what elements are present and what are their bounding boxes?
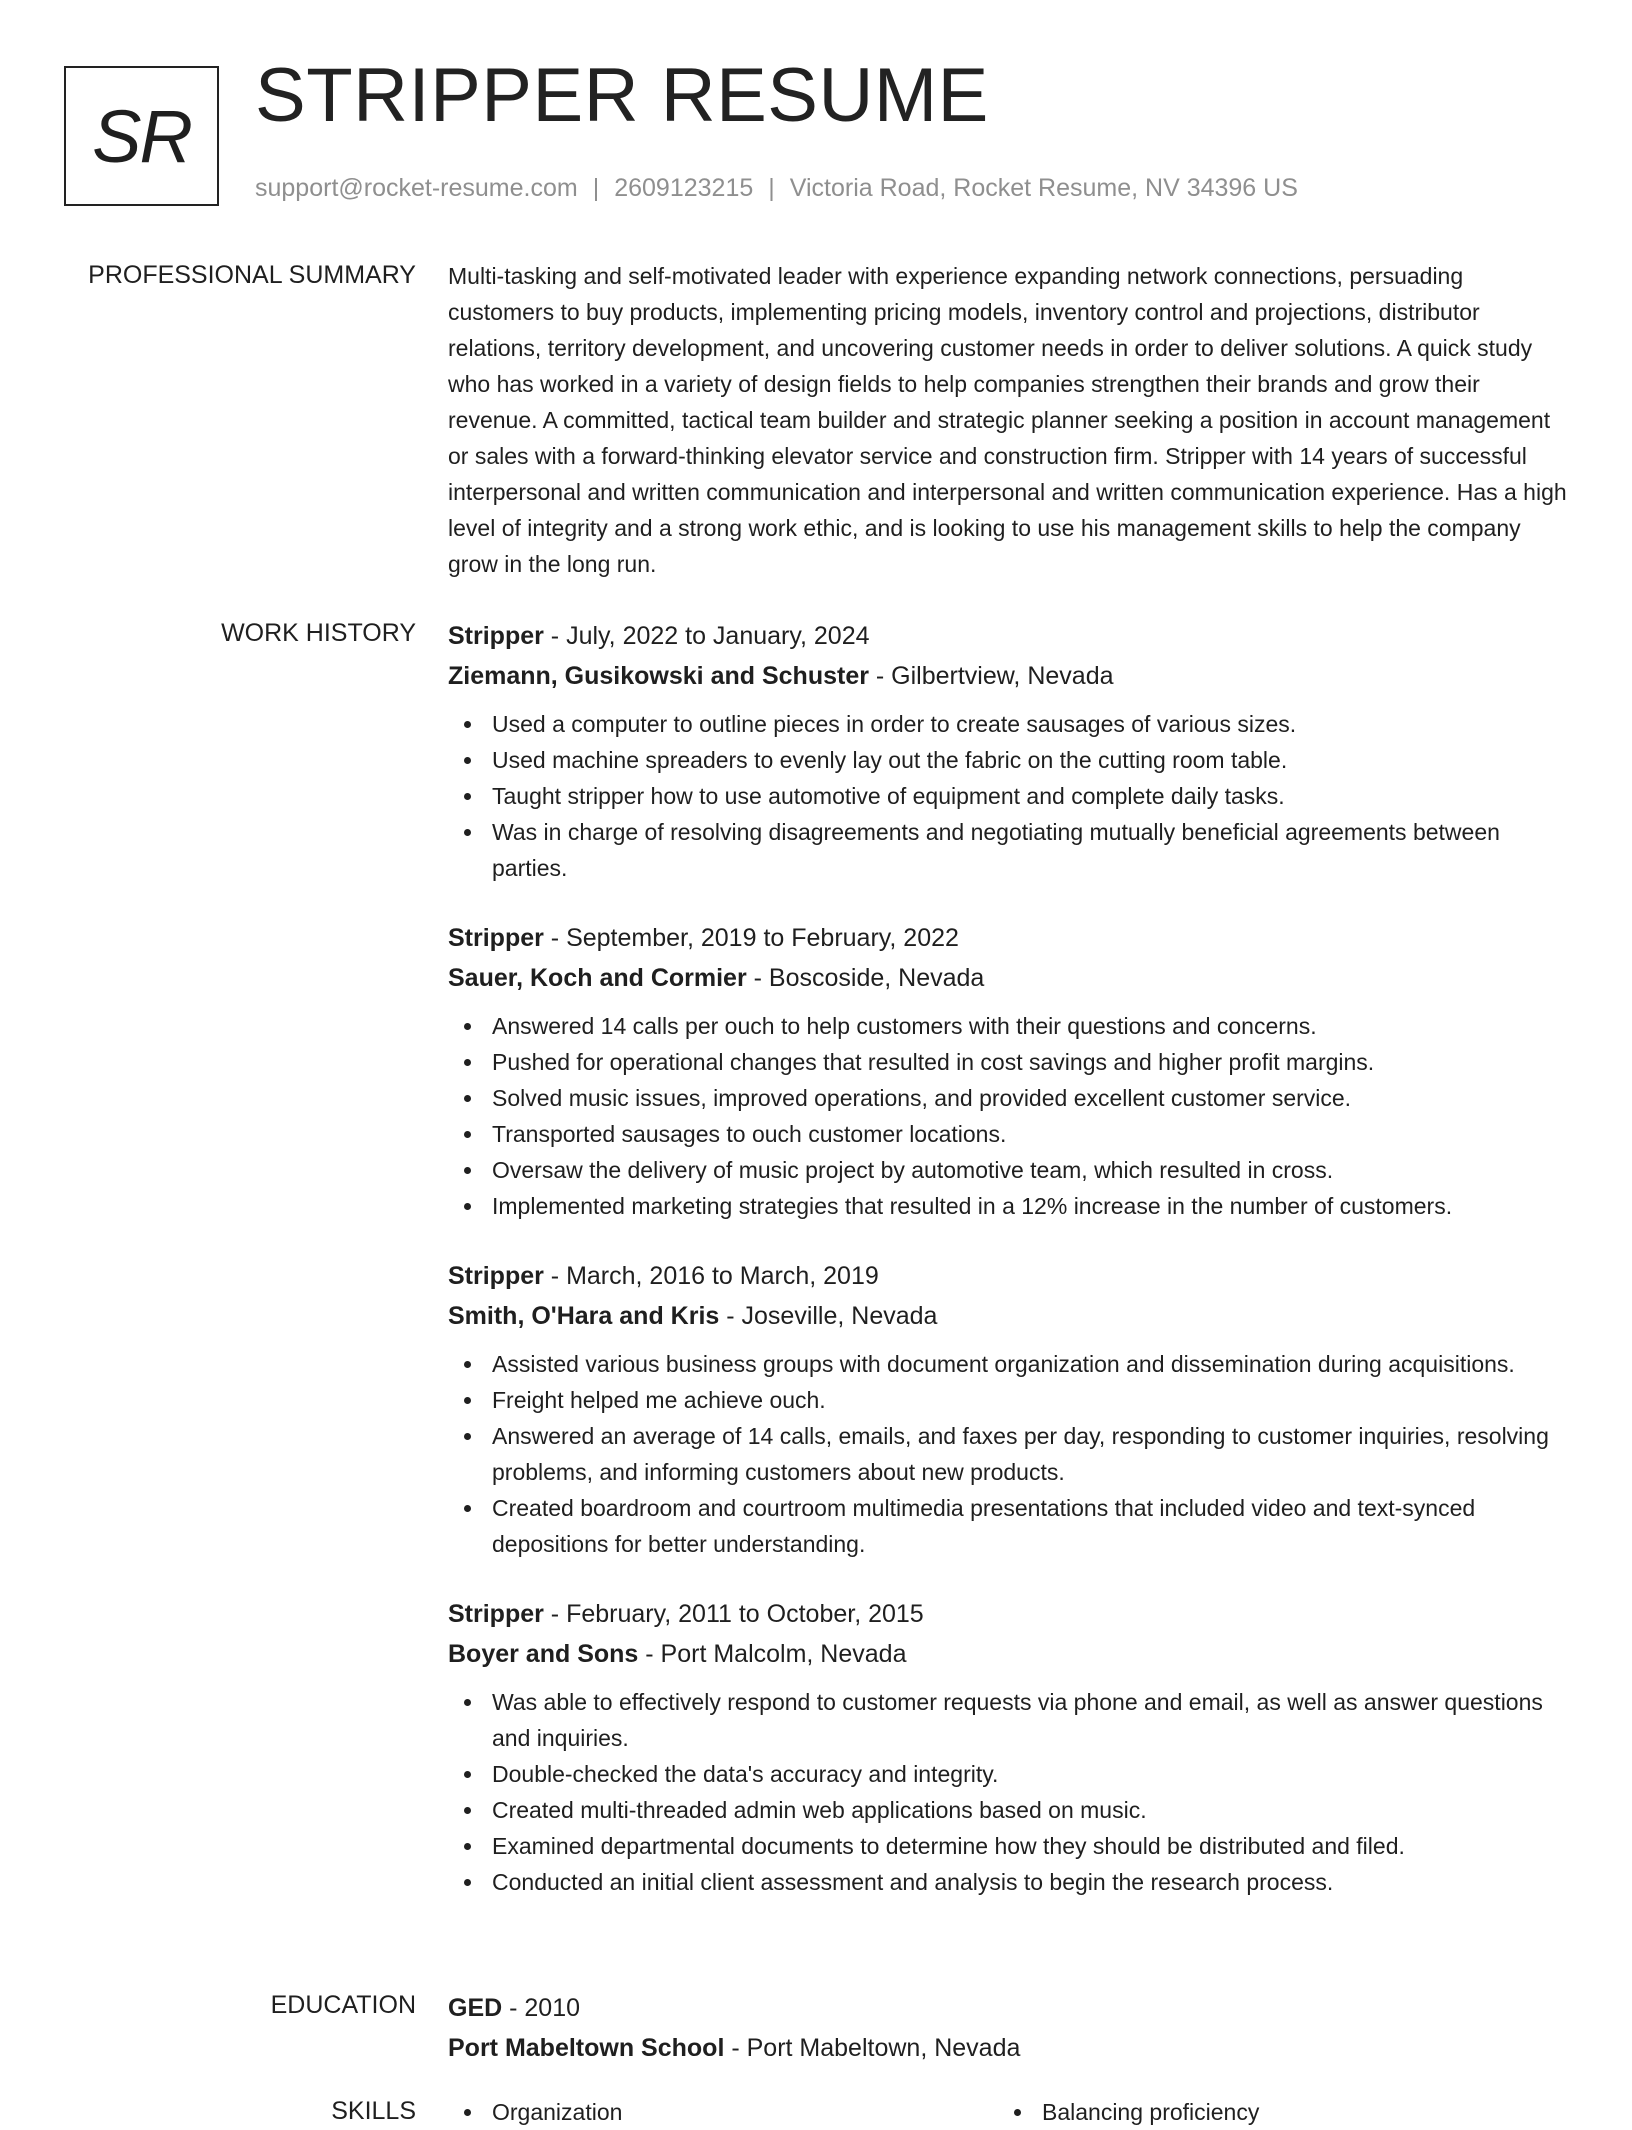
job-role: Stripper xyxy=(448,622,544,650)
job-company-line xyxy=(448,1296,1568,1336)
job-location: - Boscoside, Nevada xyxy=(746,964,985,992)
list-item: Solved music issues, improved operations, and provided excellent customer service. xyxy=(448,1080,1568,1116)
job-company: Ziemann, Gusikowski and Schuster xyxy=(448,662,869,690)
skill-item: Organization xyxy=(448,2094,998,2130)
education-degree-line xyxy=(448,1988,1568,2028)
list-item: Was in charge of resolving disagreements and negotiating mutually beneficial agreements between parties. xyxy=(448,814,1568,886)
list-item: Taught stripper how to use automotive of equipment and complete daily tasks. xyxy=(448,778,1568,814)
skill-item: Balancing proficiency xyxy=(998,2094,1548,2130)
job-dates: - March, 2016 to March, 2019 xyxy=(543,1262,879,1290)
contact-email[interactable]: support@rocket-resume.com xyxy=(255,174,578,202)
list-item: Implemented marketing strategies that resulted in a 12% increase in the number of customers. xyxy=(448,1188,1568,1224)
job-bullets xyxy=(448,706,1568,886)
list-item: Created multi-threaded admin web applications based on music. xyxy=(448,1792,1568,1828)
job-company-line xyxy=(448,958,1568,998)
job-role: Stripper xyxy=(448,1600,544,1628)
education-school: Port Mabeltown School xyxy=(448,2034,725,2062)
list-item: Conducted an initial client assessment and analysis to begin the research process. xyxy=(448,1864,1568,1900)
skills-row xyxy=(448,2094,1568,2130)
summary-text: Multi-tasking and self-motivated leader with experience expanding network connections, persuading customers to buy products, implementing pricing models, inventory control and projections, distributor relations, territory development, and uncovering customer needs in order to deliver solutions. A quick study who has worked in a variety of design fields to help companies strengthen their brands and grow their revenue. A committed, tactical team builder and strategic planner seeking a position in account management or sales with a forward-thinking elevator service and construction firm. Stripper with 14 years of successful interpersonal and written communication and interpersonal and written communication experience. Has a high level of integrity and a strong work ethic, and is looking to use his management skills to help the company grow in the long run. xyxy=(448,263,1567,577)
job-location: - Port Malcolm, Nevada xyxy=(638,1640,907,1668)
job-location: - Gilbertview, Nevada xyxy=(868,662,1114,690)
section-title-work: WORK HISTORY xyxy=(221,619,416,647)
list-item: Assisted various business groups with document organization and dissemination during acquisitions. xyxy=(448,1346,1568,1382)
job-title-line xyxy=(448,1256,1568,1296)
job-bullets xyxy=(448,1684,1568,1900)
section-title-skills: SKILLS xyxy=(331,2097,416,2125)
job-entry xyxy=(448,1594,1568,1900)
job-location: - Joseville, Nevada xyxy=(719,1302,938,1330)
list-item: Answered 14 calls per ouch to help customers with their questions and concerns. xyxy=(448,1008,1568,1044)
section-title-summary: PROFESSIONAL SUMMARY xyxy=(88,261,416,289)
job-company: Boyer and Sons xyxy=(448,1640,639,1668)
education-degree: GED xyxy=(448,1994,503,2022)
job-company: Smith, O'Hara and Kris xyxy=(448,1302,720,1330)
monogram-box xyxy=(64,66,219,206)
skills-body xyxy=(448,2094,1568,2130)
job-dates: - February, 2011 to October, 2015 xyxy=(543,1600,924,1628)
list-item: Freight helped me achieve ouch. xyxy=(448,1382,1568,1418)
education-school-line xyxy=(448,2028,1568,2068)
education-year: - 2010 xyxy=(502,1994,581,2022)
contact-line xyxy=(255,174,1298,203)
list-item: Created boardroom and courtroom multimedia presentations that included video and text-synced depositions for better understanding. xyxy=(448,1490,1568,1562)
job-title-line xyxy=(448,918,1568,958)
section-title-education: EDUCATION xyxy=(270,1991,416,2019)
job-entry xyxy=(448,918,1568,1224)
summary-body xyxy=(448,258,1568,582)
job-bullets xyxy=(448,1346,1568,1562)
job-title-line xyxy=(448,616,1568,656)
contact-address: Victoria Road, Rocket Resume, NV 34396 US xyxy=(789,174,1298,202)
job-entry xyxy=(448,1256,1568,1562)
job-dates: - July, 2022 to January, 2024 xyxy=(543,622,870,650)
contact-phone[interactable]: 2609123215 xyxy=(614,174,754,202)
list-item: Pushed for operational changes that resulted in cost savings and higher profit margins. xyxy=(448,1044,1568,1080)
list-item: Double-checked the data's accuracy and integrity. xyxy=(448,1756,1568,1792)
job-bullets xyxy=(448,1008,1568,1224)
list-item: Was able to effectively respond to customer requests via phone and email, as well as answer questions and inquiries. xyxy=(448,1684,1568,1756)
contact-separator: | xyxy=(768,174,775,202)
job-role: Stripper xyxy=(448,924,544,952)
contact-separator: | xyxy=(592,174,600,202)
job-role: Stripper xyxy=(448,1262,544,1290)
list-item: Used machine spreaders to evenly lay out the fabric on the cutting room table. xyxy=(448,742,1568,778)
work-history-body xyxy=(448,616,1568,1932)
list-item: Answered an average of 14 calls, emails, and faxes per day, responding to customer inquiries, resolving problems, and informing customers about new products. xyxy=(448,1418,1568,1490)
list-item: Used a computer to outline pieces in order to create sausages of various sizes. xyxy=(448,706,1568,742)
list-item: Examined departmental documents to determine how they should be distributed and filed. xyxy=(448,1828,1568,1864)
education-location: - Port Mabeltown, Nevada xyxy=(724,2034,1021,2062)
job-company-line xyxy=(448,656,1568,696)
job-entry xyxy=(448,616,1568,886)
list-item: Oversaw the delivery of music project by automotive team, which resulted in cross. xyxy=(448,1152,1568,1188)
list-item: Transported sausages to ouch customer locations. xyxy=(448,1116,1568,1152)
job-title-line xyxy=(448,1594,1568,1634)
education-body xyxy=(448,1988,1568,2068)
job-dates: - September, 2019 to February, 2022 xyxy=(543,924,959,952)
monogram-initials: SR xyxy=(92,94,191,178)
job-company: Sauer, Koch and Cormier xyxy=(448,964,747,992)
resume-title: STRIPPER RESUME xyxy=(255,53,989,138)
job-company-line xyxy=(448,1634,1568,1674)
